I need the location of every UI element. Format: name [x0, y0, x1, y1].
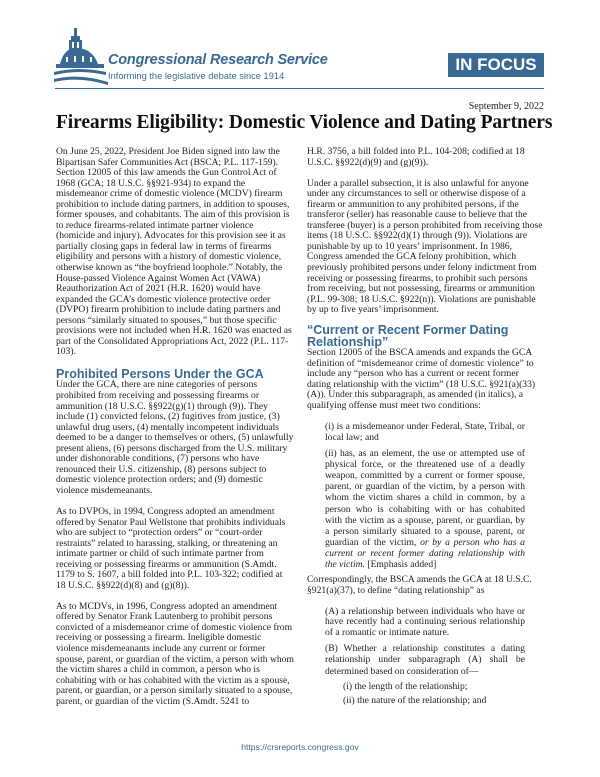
paragraph: Under a parallel subsection, it is also unlawful for anyone under any circumstances to sell or otherwise dispose of a firearm or ammunition to any prohibited persons, if the transferor (seller) has reasonable cause to believe that the transferee (buyer) is a person prohibited from receiving those items (18 U.S.C. §§922(d)(1) through (9)). Violations are punishable by up to 10 years’ imprisonment. In 1986, Congress amended the GCA felony prohibition, which previously prohibited persons under felony indictment from receiving or possessing firearms, to prohibit such persons from receiving, but not possessing, firearms or ammunition (P.L. 99-308; 18 U.S.C. §922(n)). Violations are punishable by up to five years’ imprisonment. [307, 177, 543, 316]
section-heading-prohibited-persons: Prohibited Persons Under the GCA [56, 367, 264, 382]
header-divider [55, 88, 544, 89]
section-heading-dating-relationship: “Current or Recent Former Dating Relationship” [307, 323, 509, 350]
publication-date: September 9, 2022 [468, 101, 544, 112]
statute-quote-ii [325, 448, 525, 570]
statute-quote-i: (i) is a misdemeanor under Federal, State, Tribal, or local law; and [325, 420, 525, 443]
quote-emphasis: or by a person who has a current or recent former dating relationship with the victim. [325, 536, 525, 571]
paragraph: Section 12005 of the BSCA amends and expands the GCA definition of “misdemeanor crime of domestic violence” to include any “person who has a current or recent former dating relationship with the victim” (18 U.S.C. §921(a)(33)(A)). Under this subparagraph, as amended (in italics), a qualifying offense must meet two conditions: [307, 347, 536, 411]
intro-paragraph: On June 25, 2022, President Joe Biden signed into law the Bipartisan Safer Communities Act (BSCA; P.L. 117-159). Section 12005 of this law amends the Gun Control Act of 1968 (GCA; 18 U.S.C. §§921-934) to expand the misdemeanor crime of domestic violence (MCDV) firearm prohibition to include dating partners, in addition to spouses, former spouses, and cohabitants. The aim of this provision is to reduce firearms-related intimate partner violence (homicide and injury). Advocates for this provision see it as partially closing gaps in federal law in terms of firearms eligibility and persons with a history of domestic violence, otherwise known as “the boyfriend loophole.” Notably, the House-passed Violence Against Women Act (VAWA) Reauthorization Act of 2021 (H.R. 1620) would have expanded the GCA’s domestic violence protective order (DVPO) firearm prohibition to include dating partners and persons “similarly situated to spouses,” but those specific provisions were not included when H.R. 1620 was enacted as part of the Consolidated Appropriations Act, 2022 (P.L. 117-103). [56, 146, 292, 358]
paragraph: As to MCDVs, in 1996, Congress adopted an amendment offered by Senator Frank Lautenberg to prohibit persons convicted of a misdemeanor crime of domestic violence from receiving or possessing a firearm. Ineligible domestic violence misdemeanants include any current or former spouse, parent, or guardian of the victim, a person with whom the victim shares a child in common, a person who is cohabiting with or has cohabited with the victim as a spouse, parent, or guardian, or a person similarly situated to a spouse, parent, or guardian of the victim (S.Amdt. 5241 to [56, 600, 294, 707]
capitol-dome-icon [54, 26, 108, 88]
left-column [56, 147, 294, 718]
paragraph: Under the GCA, there are nine categories of persons prohibited from receiving and possessing firearms or ammunition (18 U.S.C. §§922(g)(1) through (9)). They include (1) convicted felons, (2) fugitives from justice, (3) unlawful drug users, (4) mentally incompetent individuals deemed to be a danger to themselves or others, (5) unlawfully present aliens, (6) persons discharged from the U.S. military under dishonorable conditions, (7) persons who have renounced their U.S. citizenship, (8) persons subject to domestic violence protection orders; and (9) domestic violence misdemeanants. [56, 379, 294, 496]
footer-url-link[interactable]: https://crsreports.congress.gov [241, 742, 359, 752]
paragraph: H.R. 3756, a bill folded into P.L. 104-208; codified at 18 U.S.C. §§922(d)(9) and (g)(9)). [307, 146, 525, 168]
tagline: Informing the legislative debate since 1914 [108, 71, 285, 81]
definition-b-i: (i) the length of the relationship; [343, 680, 468, 692]
quote-note: [Emphasis added] [367, 559, 437, 571]
definition-b-ii: (ii) the nature of the relationship; and [343, 695, 487, 707]
definition-a: (A) a relationship between individuals who have or have recently had a continuing serious relationship of a romantic or intimate nature. [325, 605, 525, 638]
right-column [307, 147, 545, 711]
org-name: Congressional Research Service [108, 52, 328, 68]
definition-b: (B) Whether a relationship constitutes a dating relationship under subparagraph (A) shall be determined based on consideration of— [325, 643, 525, 677]
quote-text: (ii) has, as an element, the use or attempted use of physical force, or the threatened use of a deadly weapon, committed by a current or former spouse, parent, or guardian of the victim, by a person with whom the victim shares a child in common, by a person who is cohabiting with or has cohabited with the victim as a spouse, parent, or guardian, by a person similarly situated to a spouse, parent, or guardian of the victim, [325, 448, 525, 548]
in-focus-badge: IN FOCUS [448, 53, 544, 77]
page-title: Firearms Eligibility: Domestic Violence and Dating Partners [56, 112, 553, 133]
paragraph: As to DVPOs, in 1994, Congress adopted an amendment offered by Senator Paul Wellstone that prohibits individuals who are subject to “protection orders” or “court-order restraints” related to harassing, stalking, or threatening an intimate partner or child of such intimate partner from receiving or possessing firearms or ammunition (S.Amdt. 1179 to S. 1607, a bill folded into P.L. 103-322; codified at 18 U.S.C. §§922(d)(8) and (g)(8)). [56, 505, 286, 591]
paragraph: Correspondingly, the BSCA amends the GCA at 18 U.S.C. §921(a)(37), to define “dating relationship” as [307, 574, 532, 596]
